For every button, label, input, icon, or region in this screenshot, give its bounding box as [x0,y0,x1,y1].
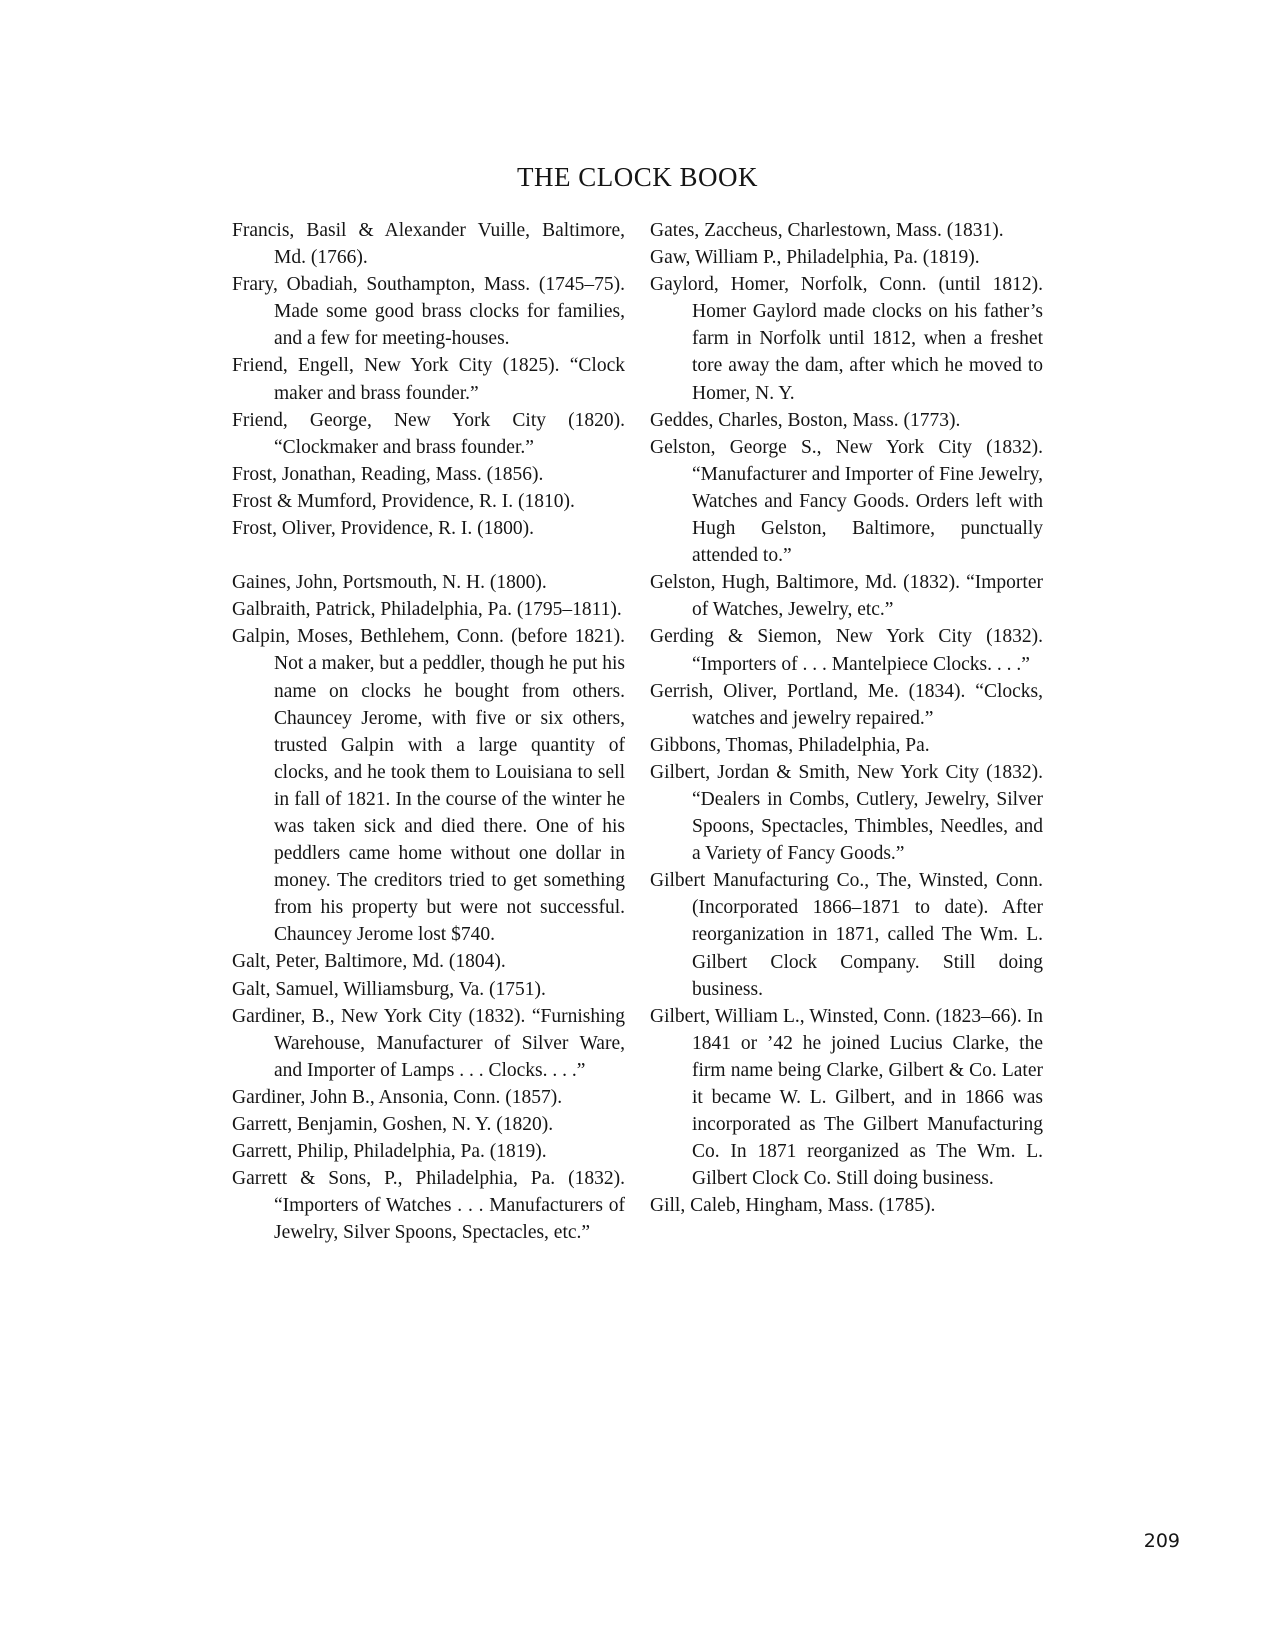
entry-galt-samuel: Galt, Samuel, Williamsburg, Va. (1751). [232,978,546,1000]
entry-gerding-siemon: Gerding & Siemon, New York City (1832). “Importers of . . . Mantelpiece Clocks. . . .” [650,626,1043,675]
right-column [650,217,1043,1219]
entry-gaines: Gaines, John, Portsmouth, N. H. (1800). [232,572,547,594]
entry-gelston-george: Gelston, George S., New York City (1832). “Manufacturer and Importer of Fine Jewelry, Watches and Fancy Goods. Orders left with Hugh Gelston, Baltimore, punctually attended to.” [650,436,1043,567]
entry-gilbert-manufacturing: Gilbert Manufacturing Co., The, Winsted, Conn. (Incorporated 1866–1871 to date). After reorganization in 1871, called The Wm. L. Gilbert Clock Company. Still doing business. [650,870,1043,1000]
entry-frost-mumford: Frost & Mumford, Providence, R. I. (1810). [232,490,575,512]
section-gap [232,542,625,569]
entry-geddes: Geddes, Charles, Boston, Mass. (1773). [650,409,961,431]
entry-frost-oliver: Frost, Oliver, Providence, R. I. (1800). [232,518,534,540]
entry-gerrish: Gerrish, Oliver, Portland, Me. (1834). “Clocks, watches and jewelry repaired.” [650,680,1043,729]
entry-gilbert-william: Gilbert, William L., Winsted, Conn. (1823–66). In 1841 or ’42 he joined Lucius Clarke, the firm name being Clarke, Gilbert & Co. Later it became W. L. Gilbert, and in 1866 was incorporated as The Gilbert Manufacturing Co. In 1871 reorganized as The Wm. L. Gilbert Clock Co. Still doing business. [650,1005,1043,1190]
entry-gilbert-jordan-smith: Gilbert, Jordan & Smith, New York City (1832). “Dealers in Combs, Cutlery, Jewelry, Silver Spoons, Spectacles, Thimbles, Needles, and a Variety of Fancy Goods.” [650,761,1043,865]
entry-gibbons: Gibbons, Thomas, Philadelphia, Pa. [650,734,930,756]
page-title: THE CLOCK BOOK [517,162,758,192]
entry-friend-george: Friend, George, New York City (1820). “Clockmaker and brass founder.” [232,409,625,458]
entry-friend-engell: Friend, Engell, New York City (1825). “Clock maker and brass founder.” [232,355,625,404]
page-number: 209 [1143,1530,1180,1552]
entry-garrett-philip: Garrett, Philip, Philadelphia, Pa. (1819). [232,1141,547,1163]
left-column [232,217,625,1246]
entry-gardiner-b: Gardiner, B., New York City (1832). “Furnishing Warehouse, Manufacturer of Silver Ware, and Importer of Lamps . . . Clocks. . . .” [232,1005,625,1081]
entry-galpin: Galpin, Moses, Bethlehem, Conn. (before 1821). Not a maker, but a peddler, though he put his name on clocks he bought from others. Chauncey Jerome, with five or six others, trusted Galpin with a large quantity of clocks, and he took them to Louisiana to sell in fall of 1821. In the course of the winter he was taken sick and died there. One of his peddlers came home without one dollar in money. The creditors tried to get something from his property but were not successful. Chauncey Jerome lost $740. [232,626,625,946]
entry-galt-peter: Galt, Peter, Baltimore, Md. (1804). [232,951,506,973]
entry-frost-jonathan: Frost, Jonathan, Reading, Mass. (1856). [232,463,544,485]
entry-gaw: Gaw, William P., Philadelphia, Pa. (1819). [650,247,980,269]
entry-gaylord: Gaylord, Homer, Norfolk, Conn. (until 1812). Homer Gaylord made clocks on his father’s farm in Norfolk until 1812, when a freshet tore away the dam, after which he moved to Homer, N. Y. [650,274,1043,404]
entry-garrett-benjamin: Garrett, Benjamin, Goshen, N. Y. (1820). [232,1114,554,1135]
entry-francis: Francis, Basil & Alexander Vuille, Baltimore, Md. (1766). [232,220,625,269]
entry-gelston-hugh: Gelston, Hugh, Baltimore, Md. (1832). “Importer of Watches, Jewelry, etc.” [650,572,1043,621]
entry-gates: Gates, Zaccheus, Charlestown, Mass. (1831). [650,220,1004,241]
entry-garrett-sons: Garrett & Sons, P., Philadelphia, Pa. (1832). “Importers of Watches . . . Manufacturers of Jewelry, Silver Spoons, Spectacles, etc.” [232,1168,625,1244]
entry-gill: Gill, Caleb, Hingham, Mass. (1785). [650,1195,936,1217]
entry-galbraith: Galbraith, Patrick, Philadelphia, Pa. (1795–1811). [232,599,622,621]
entry-frary: Frary, Obadiah, Southampton, Mass. (1745–75). Made some good brass clocks for families, and a few for meeting-houses. [232,274,625,350]
entry-gardiner-john: Gardiner, John B., Ansonia, Conn. (1857). [232,1086,563,1108]
